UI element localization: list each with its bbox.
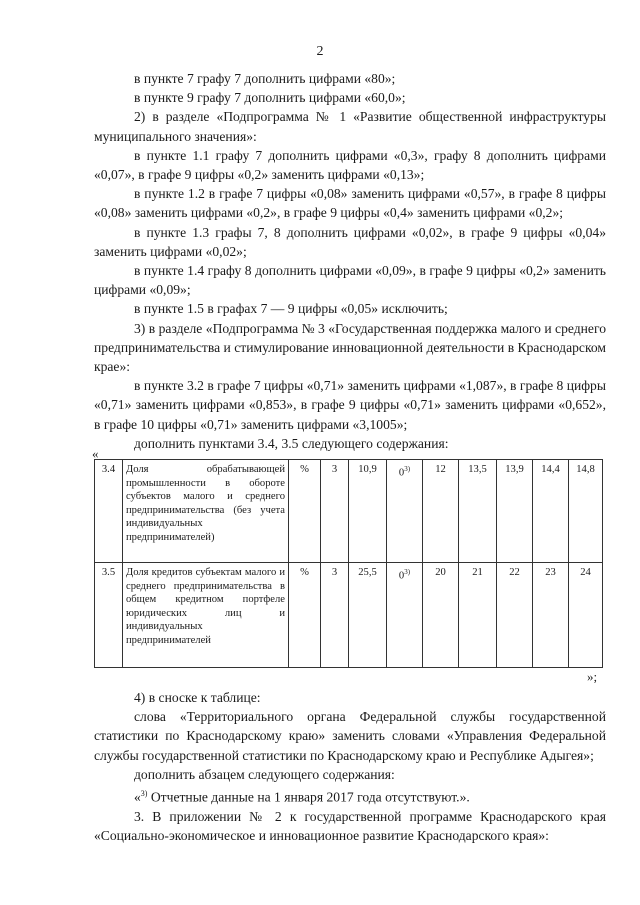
unit-cell: %: [289, 460, 321, 563]
paragraph: 3) в разделе «Подпрограмма № 3 «Государственная поддержка малого и среднего предпринимательства и стимулирование инновационной деятельности в Краснодарском крае»:: [94, 320, 606, 375]
footnote-mark: 3): [404, 568, 411, 576]
value-cell: 10,9: [349, 460, 387, 563]
paragraph: 4) в сноске к таблице:: [134, 690, 261, 705]
paragraph: в пункте 1.4 графу 8 дополнить цифрами «0,09», в графе 9 цифры «0,2» заменить цифрами «0,09»;: [94, 263, 606, 298]
value-cell: 20: [423, 563, 459, 668]
page-number: 2: [316, 44, 324, 59]
status-cell: 3: [321, 563, 349, 668]
value-cell: 21: [459, 563, 497, 668]
value-cell: 25,5: [349, 563, 387, 668]
paragraph: дополнить пунктами 3.4, 3.5 следующего содержания:: [134, 435, 449, 451]
row-number: 3.4: [95, 460, 123, 563]
body-text-top: [94, 69, 606, 453]
paragraph: в пункте 3.2 в графе 7 цифры «0,71» заменить цифрами «1,087», в графе 8 цифры «0,71» заменить цифрами «0,853», в графе 9 цифры «0,71» заменить цифрами «0,652», в графе 10 цифры «0,71» заменить цифрами «3,1005»;: [94, 378, 606, 432]
footnote-text: Отчетные данные на 1 января 2017 года отсутствуют.».: [147, 789, 470, 805]
value-cell: 14,8: [569, 460, 603, 563]
unit-cell: %: [289, 563, 321, 668]
value-cell: 12: [423, 460, 459, 563]
body-text-bottom: [94, 688, 606, 845]
value-cell: 22: [497, 563, 533, 668]
value-cell: 13,5: [459, 460, 497, 563]
paragraph: в пункте 1.3 графы 7, 8 дополнить цифрами «0,02», в графе 9 цифры «0,04» заменить цифрами «0,02»;: [94, 224, 606, 259]
table-row: [95, 563, 603, 668]
value-cell: 13,9: [497, 460, 533, 563]
value-cell: 23: [533, 563, 569, 668]
paragraph: в пункте 1.1 графу 7 дополнить цифрами «0,3», графу 8 дополнить цифрами «0,07», в графе 9 цифры «0,2» заменить цифрами «0,13»;: [94, 147, 606, 183]
value-text: 0: [398, 467, 405, 479]
paragraph: 3. В приложении № 2 к государственной программе Краснодарского края «Социально-экономическое и инновационное развитие Краснодарского края»:: [94, 808, 606, 843]
footnote-mark: 3): [140, 789, 148, 799]
table-quote-close: »;: [587, 669, 598, 684]
paragraph: дополнить абзацем следующего содержания:: [134, 766, 395, 782]
indicator-name: Доля кредитов субъектам малого и среднего предпринимательства в общем кредитном портфеле юридических лиц и индивидуальных предпринимателей: [123, 563, 289, 668]
paragraph: в пункте 1.2 в графе 7 цифры «0,08» заменить цифрами «0,57», в графе 8 цифры «0,08» заменить цифрами «0,2», в графе 9 цифры «0,4» заменить цифрами «0,2»;: [94, 186, 606, 221]
indicator-name: Доля обрабатывающей промышленности в обороте субъектов малого и среднего предпринимательства (без учета индивидуальных предпринимателей): [123, 460, 289, 563]
paragraph: слова «Территориального органа Федеральной службы государственной статистики по Краснодарскому краю» заменить словами «Управления Федеральной службы государственной статистики по Краснодарскому краю и Республике Адыгея»;: [94, 709, 606, 763]
paragraph: в пункте 1.5 в графах 7 — 9 цифры «0,05» исключить;: [134, 301, 448, 317]
paragraph: в пункте 9 графу 7 дополнить цифрами «60,0»;: [134, 90, 406, 106]
quote-mark: «: [134, 789, 141, 805]
value-cell: [387, 563, 423, 668]
value-cell: 24: [569, 563, 603, 668]
footnote-mark: 3): [404, 465, 411, 473]
value-cell: [387, 460, 423, 563]
row-number: 3.5: [95, 563, 123, 668]
paragraph: [94, 784, 606, 807]
paragraph: в пункте 7 графу 7 дополнить цифрами «80»;: [134, 71, 396, 86]
table-quote-open: «: [92, 446, 99, 461]
value-cell: 14,4: [533, 460, 569, 563]
table-row: [95, 460, 603, 563]
value-text: 0: [398, 570, 405, 582]
status-cell: 3: [321, 460, 349, 563]
paragraph: 2) в разделе «Подпрограмма № 1 «Развитие общественной инфраструктуры муниципального значения»:: [94, 109, 606, 144]
indicator-table: [94, 459, 603, 668]
